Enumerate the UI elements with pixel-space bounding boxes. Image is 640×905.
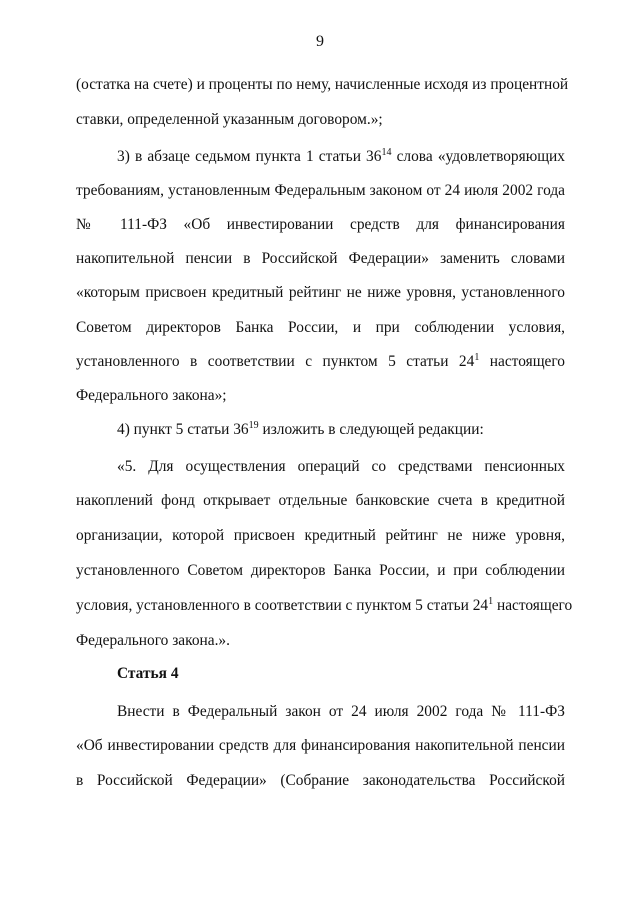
text-line: установленного Советом директоров Банка России, и при соблюдении: [76, 562, 565, 579]
superscript: 1: [488, 596, 494, 607]
superscript: 19: [248, 420, 259, 431]
superscript: 14: [381, 147, 392, 158]
text-line: Федерального закона.».: [76, 632, 230, 649]
text-span: 3) в абзаце седьмом пункта 1 статьи 36: [117, 148, 382, 165]
quoted-paragraph: «5. Для осуществления операций со средствами пенсионных: [117, 458, 565, 475]
paragraph-item-4: [117, 420, 565, 440]
text-line: ставки, определенной указанным договором.»;: [76, 111, 383, 128]
text-span: слова «удовлетворяющих: [391, 148, 565, 165]
text-line: [76, 352, 565, 372]
text-line: Федерального закона»;: [76, 387, 227, 404]
text-line: «которым присвоен кредитный рейтинг не ниже уровня, установленного: [76, 284, 565, 301]
text-line: № 111-ФЗ «Об инвестировании средств для финансирования: [76, 216, 565, 233]
article-paragraph: Внести в Федеральный закон от 24 июля 2002 года № 111-ФЗ: [117, 703, 565, 720]
text-line: накопительной пенсии в Российской Федерации» заменить словами: [76, 250, 565, 267]
text-span: установленного в соответствии с пунктом 5 статьи 24: [76, 353, 475, 370]
text-line: организации, которой присвоен кредитный рейтинг не ниже уровня,: [76, 527, 565, 544]
article-heading: Статья 4: [117, 665, 179, 682]
text-span: условия, установленного в соответствии с пунктом 5 статьи 24: [76, 597, 489, 614]
text-line: (остатка на счете) и проценты по нему, начисленные исходя из процентной: [76, 76, 569, 93]
text-span: настоящего: [479, 353, 565, 370]
text-line: в Российской Федерации» (Собрание законодательства Российской: [76, 772, 565, 789]
text-line: требованиям, установленным Федеральным законом от 24 июля 2002 года: [76, 182, 565, 199]
text-span: изложить в следующей редакции:: [258, 421, 484, 438]
text-span: 4) пункт 5 статьи 36: [117, 421, 249, 438]
page-number: 9: [316, 33, 324, 50]
text-line: [76, 596, 573, 616]
text-line: «Об инвестировании средств для финансирования накопительной пенсии: [76, 737, 565, 754]
paragraph-item-3: [117, 147, 565, 167]
text-line: Советом директоров Банка России, и при соблюдении условия,: [76, 319, 565, 336]
text-span: настоящего: [493, 597, 573, 614]
text-line: накоплений фонд открывает отдельные банковские счета в кредитной: [76, 492, 565, 509]
superscript: 1: [474, 352, 480, 363]
